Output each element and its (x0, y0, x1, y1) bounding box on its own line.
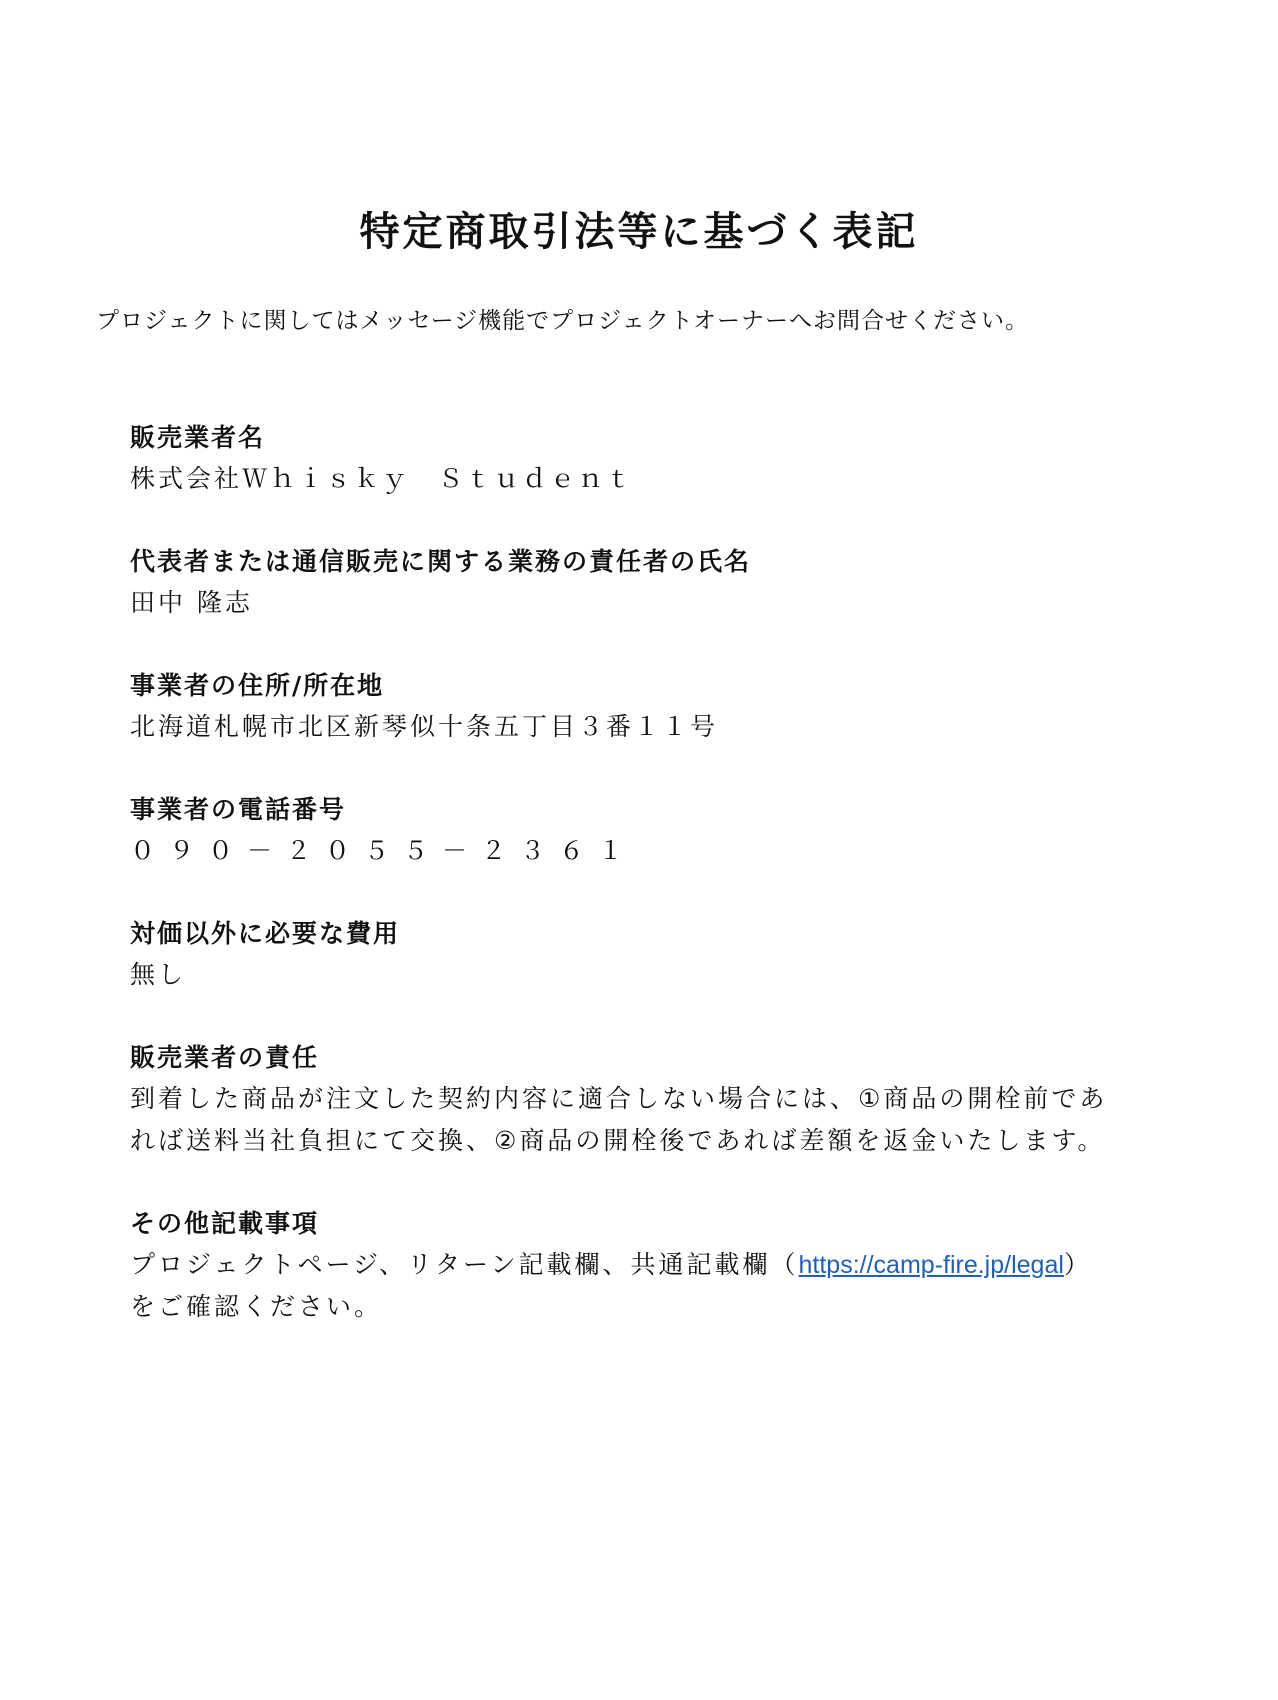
section-additional-costs (130, 914, 1150, 996)
section-body-line-1: 到着した商品が注文した契約内容に適合しない場合には、①商品の開栓前であ (130, 1084, 1108, 1113)
phone-number: ０９０－２０５５－２３６１ (130, 836, 638, 865)
body-prefix: プロジェクトページ、リターン記載欄、共通記載欄（ (130, 1250, 799, 1279)
section-heading: 販売業者名 (130, 423, 266, 452)
section-body-line-2: をご確認ください。 (130, 1292, 383, 1321)
section-representative (130, 542, 1150, 624)
section-seller-responsibility (130, 1038, 1150, 1162)
section-body-line-2: れば送料当社負担にて交換、②商品の開栓後であれば差額を返金いたします。 (130, 1126, 1106, 1155)
section-body: 田中 隆志 (130, 588, 253, 617)
section-body: 無し (130, 960, 187, 989)
section-body: 株式会社Ｗｈｉｓｋｙ Ｓｔｕｄｅｎｔ (130, 464, 635, 493)
section-address (130, 666, 1150, 748)
intro-text: プロジェクトに関してはメッセージ機能でプロジェクトオーナーへお問合せください。 (96, 308, 1030, 334)
section-heading: 事業者の電話番号 (130, 795, 347, 824)
section-body: 北海道札幌市北区新琴似十条五丁目３番１１号 (130, 712, 719, 741)
section-heading: 代表者または通信販売に関する業務の責任者の氏名 (130, 547, 752, 576)
page-title: 特定商取引法等に基づく表記 (359, 209, 919, 255)
section-heading: その他記載事項 (130, 1209, 320, 1238)
section-heading: 対価以外に必要な費用 (130, 919, 401, 948)
section-body-line-1 (130, 1244, 1150, 1286)
disclosure-list (130, 418, 1150, 1370)
section-phone (130, 790, 1150, 872)
body-suffix: ） (1063, 1250, 1092, 1279)
legal-link[interactable]: https://camp-fire.jp/legal (798, 1251, 1064, 1279)
section-other-notes (130, 1204, 1150, 1328)
section-seller-name (130, 418, 1150, 500)
section-heading: 事業者の住所/所在地 (130, 671, 385, 700)
section-heading: 販売業者の責任 (130, 1043, 320, 1072)
